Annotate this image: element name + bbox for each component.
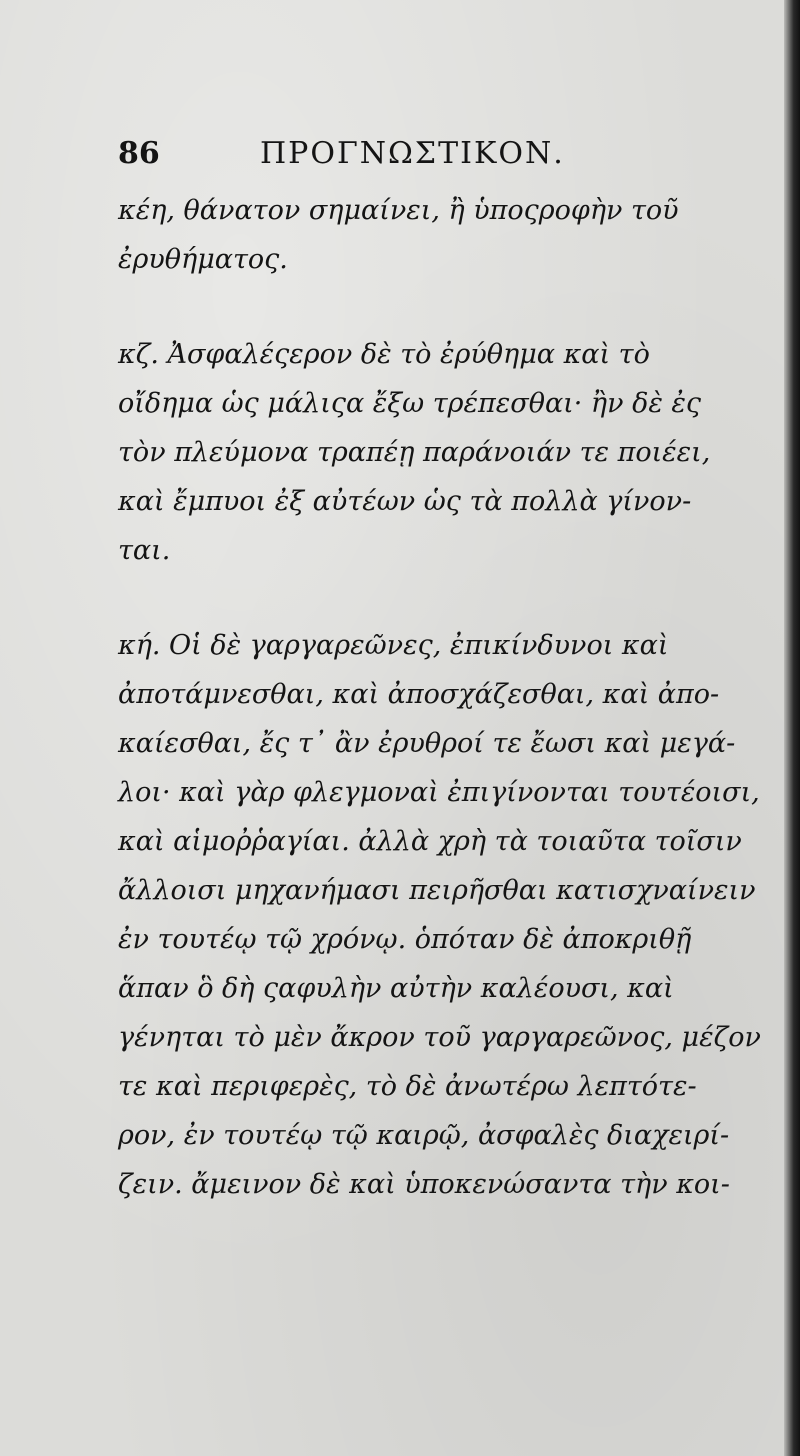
text-line: καὶ αἱμοῤῥαγίαι. ἀλλὰ χρὴ τὰ τοιαῦτα τοῖσιν	[118, 826, 742, 857]
page-number: 86	[118, 136, 160, 171]
text-line: λοι· καὶ γὰρ φλεγμοναὶ ἐπιγίνονται τουτέοισι,	[118, 777, 760, 808]
text-line: ται.	[118, 535, 171, 566]
text-line: γένηται τὸ μὲν ἄκρον τοῦ γαργαρεῶνος, μέζον	[118, 1022, 761, 1053]
body-text	[118, 186, 761, 1209]
text-line: ἐρυθήματος.	[118, 244, 288, 275]
text-line: ζειν. ἄμεινον δὲ καὶ ὑποκενώσαντα τὴν κοι-	[118, 1169, 730, 1200]
text-line: ἐν τουτέῳ τῷ χρόνῳ. ὁπόταν δὲ ἀποκριθῇ	[118, 924, 692, 955]
text-line: ἅπαν ὃ δὴ ςαφυλὴν αὐτὴν καλέουσι, καὶ	[118, 973, 674, 1004]
text-line: ρον, ἐν τουτέῳ τῷ καιρῷ, ἀσφαλὲς διαχειρί-	[118, 1120, 730, 1151]
text-line: καὶ ἔμπυοι ἐξ αὐτέων ὡς τὰ πολλὰ γίνον-	[118, 486, 692, 517]
page-edge-shadow	[784, 0, 800, 1456]
text-line: τε καὶ περιφερὲς, τὸ δὲ ἀνωτέρω λεπτότε-	[118, 1071, 697, 1102]
paragraph-gap	[118, 284, 708, 330]
text-line: κζ. Ἀσφαλέςερον δὲ τὸ ἐρύθημα καὶ τὸ	[118, 339, 650, 370]
text-line: καίεσθαι, ἔς τ᾽ ἂν ἐρυθροί τε ἔωσι καὶ μεγά-	[118, 728, 736, 759]
text-line: κή. Οἱ δὲ γαργαρεῶνες, ἐπικίνδυνοι καὶ	[118, 630, 669, 661]
text-line: ἀποτάμνεσθαι, καὶ ἀποσχάζεσθαι, καὶ ἀπο-	[118, 679, 720, 710]
paragraph-gap	[118, 575, 708, 621]
text-line: οἴδημα ὡς μάλιςα ἔξω τρέπεσθαι· ἢν δὲ ἐς	[118, 388, 702, 419]
page-header	[118, 128, 678, 178]
running-title: ΠΡΟΓΝΩΣΤΙΚΟΝ.	[260, 136, 565, 171]
text-line: ἄλλοισι μηχανήμασι πειρῆσθαι κατισχναίνειν	[118, 875, 756, 906]
text-line: τὸν πλεύμονα τραπέῃ παράνοιάν τε ποιέει,	[118, 437, 711, 468]
text-line: κέη, θάνατον σημαίνει, ἢ ὑποςροφὴν τοῦ	[118, 195, 679, 226]
